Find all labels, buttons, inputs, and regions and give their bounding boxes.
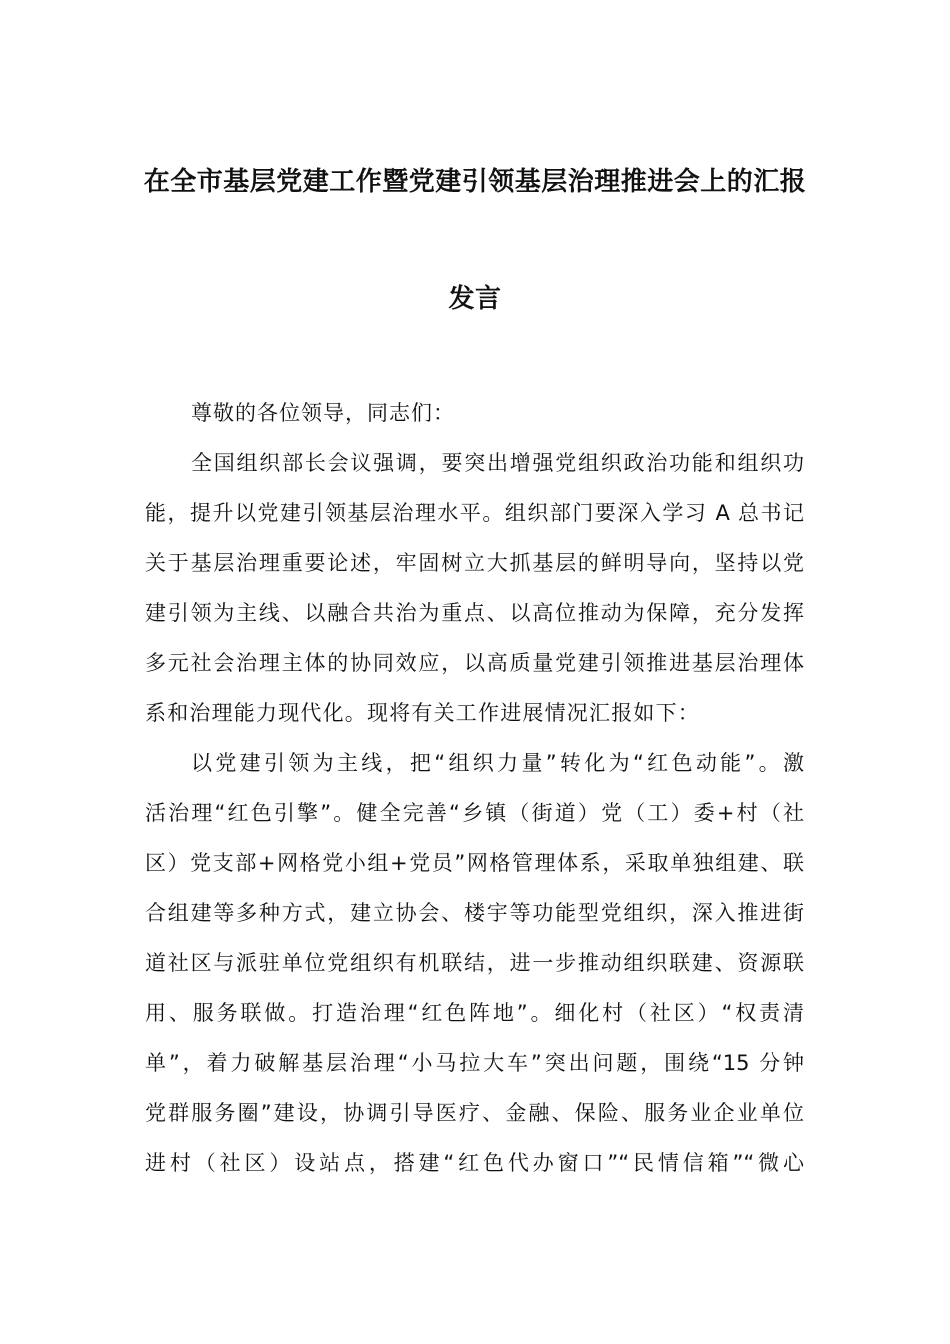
paragraph-2-line-6: 用、服务联做。打造治理“红色阵地”。细化村（社区）“权责清 — [145, 1001, 804, 1025]
paragraph-2-line-9: 进村（社区）设站点，搭建“红色代办窗口”“民情信箱”“微心 — [145, 1151, 804, 1175]
salutation: 尊敬的各位领导，同志们： — [191, 401, 455, 425]
paragraph-1-line-1: 全国组织部长会议强调，要突出增强党组织政治功能和组织功 — [191, 451, 804, 475]
paragraph-2-line-4: 合组建等多种方式，建立协会、楼宇等功能型党组织，深入推进街 — [145, 901, 804, 925]
paragraph-1-line-6: 系和治理能力现代化。现将有关工作进展情况汇报如下： — [145, 701, 700, 725]
paragraph-2-line-1: 以党建引领为主线，把“组织力量”转化为“红色动能”。激 — [191, 751, 804, 775]
paragraph-2-line-5: 道社区与派驻单位党组织有机联结，进一步推动组织联建、资源联 — [145, 951, 804, 975]
paragraph-2-line-8: 党群服务圈”建设，协调引导医疗、金融、保险、服务业企业单位 — [145, 1101, 804, 1125]
paragraph-1-line-5: 多元社会治理主体的协同效应，以高质量党建引领推进基层治理体 — [145, 651, 804, 675]
paragraph-1-line-4: 建引领为主线、以融合共治为重点、以高位推动为保障，充分发挥 — [145, 601, 804, 625]
document-title-line-2: 发言 — [448, 284, 502, 314]
paragraph-1-line-2: 能，提升以党建引领基层治理水平。组织部门要深入学习 A 总书记 — [145, 501, 804, 525]
document-title-line-1: 在全市基层党建工作暨党建引领基层治理推进会上的汇报 — [143, 167, 807, 197]
paragraph-2-line-3: 区）党支部+网格党小组+党员”网格管理体系，采取单独组建、联 — [145, 851, 804, 875]
paragraph-1-line-3: 关于基层治理重要论述，牢固树立大抓基层的鲜明导向，坚持以党 — [145, 551, 804, 575]
paragraph-2-line-2: 活治理“红色引擎”。健全完善“乡镇（街道）党（工）委+村（社 — [145, 801, 804, 825]
paragraph-2-line-7: 单”，着力破解基层治理“小马拉大车”突出问题，围绕“15 分钟 — [145, 1051, 804, 1075]
